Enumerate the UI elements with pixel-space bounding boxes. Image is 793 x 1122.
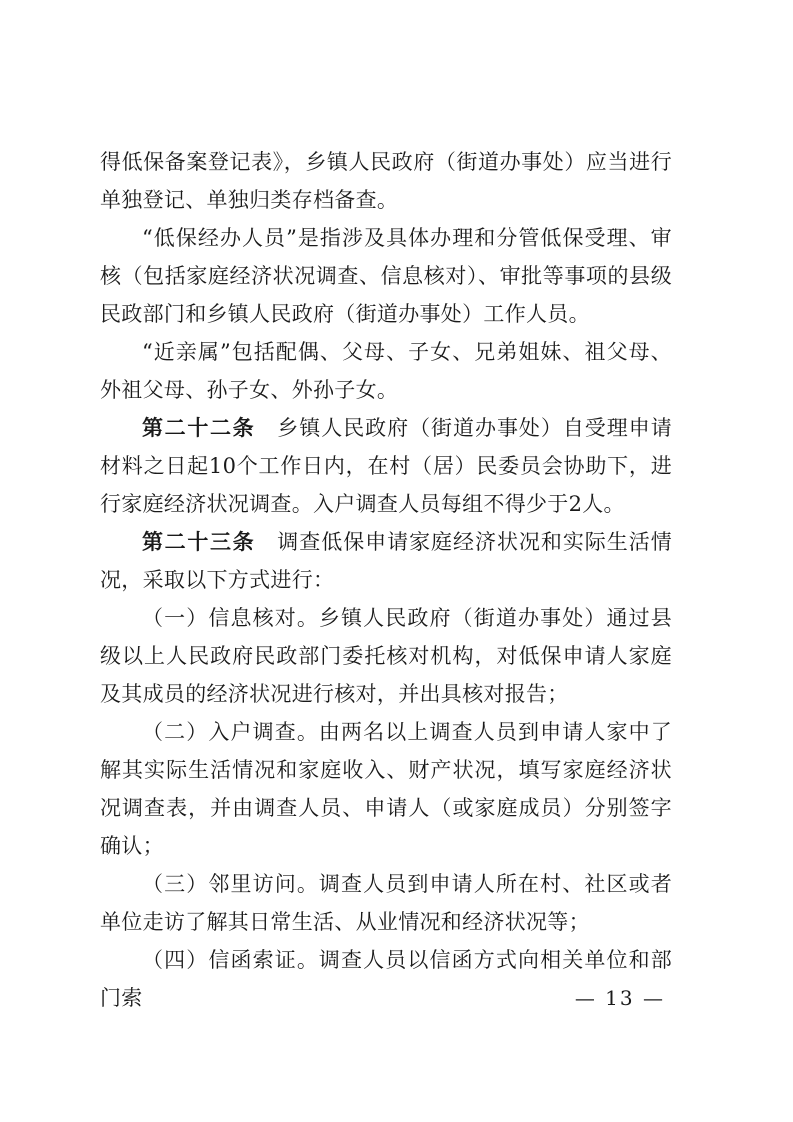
paragraph-text: “近亲属”包括配偶、父母、子女、兄弟姐妹、祖父母、外祖父母、孙子女、外孙子女。: [100, 340, 672, 402]
document-body: [100, 143, 672, 1017]
paragraph-definition-relatives: [100, 333, 672, 409]
paragraph-text: 得低保备案登记表》，乡镇人民政府（街道办事处）应当进行单独登记、单独归类存档备查。: [100, 150, 672, 212]
paragraph-article-23: [100, 523, 672, 599]
paragraph-text: 乡镇人民政府（街道办事处）自受理申请材料之日起10个工作日内，在村（居）民委员会协助下，进行家庭经济状况调查。入户调查人员每组不得少于2人。: [100, 416, 672, 516]
paragraph-text: “低保经办人员”是指涉及具体办理和分管低保受理、审核（包括家庭经济状况调查、信息核对）、审批等事项的县级民政部门和乡镇人民政府（街道办事处）工作人员。: [100, 226, 672, 326]
paragraph-item-1: [100, 599, 672, 713]
article-label: 第二十三条: [142, 530, 256, 554]
paragraph-item-3: [100, 865, 672, 941]
paragraph-continuation: [100, 143, 672, 219]
paragraph-text: （四）信函索证。调查人员以信函方式向相关单位和部门索: [100, 948, 672, 1010]
paragraph-definition-staff: [100, 219, 672, 333]
page-number: — 13 —: [574, 986, 665, 1010]
paragraph-article-22: [100, 409, 672, 523]
paragraph-text: （二）入户调查。由两名以上调查人员到申请人家中了解其实际生活情况和家庭收入、财产状况，填写家庭经济状况调查表，并由调查人员、申请人（或家庭成员）分别签字确认；: [100, 720, 672, 858]
paragraph-item-2: [100, 713, 672, 865]
paragraph-text: （一）信息核对。乡镇人民政府（街道办事处）通过县级以上人民政府民政部门委托核对机构，对低保申请人家庭及其成员的经济状况进行核对，并出具核对报告；: [100, 606, 672, 706]
article-label: 第二十二条: [142, 416, 256, 440]
paragraph-text: （三）邻里访问。调查人员到申请人所在村、社区或者单位走访了解其日常生活、从业情况和经济状况等；: [100, 872, 672, 934]
paragraph-text: 调查低保申请家庭经济状况和实际生活情况，采取以下方式进行：: [100, 530, 672, 592]
